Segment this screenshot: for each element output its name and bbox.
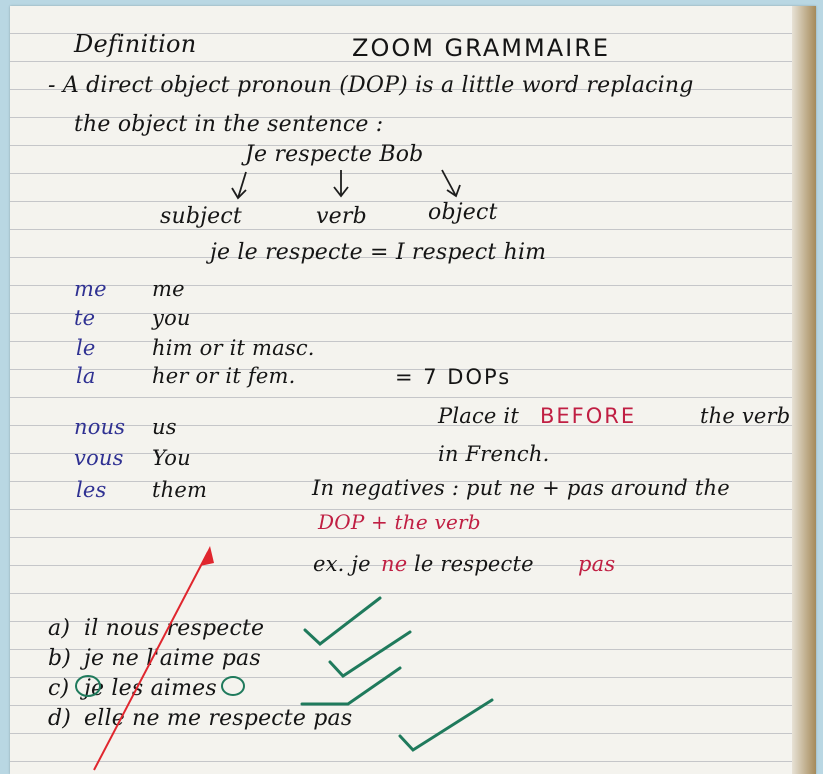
negative-rule: In negatives : put ne + pas around the [312,476,730,500]
page-title: ZOOM GRAMMAIRE [352,34,611,62]
negative-rule-red: DOP + the verb [318,510,481,534]
exercise-letter: c) [48,676,70,701]
pronoun-fr: vous [74,446,124,470]
example-ne: ne [381,552,408,576]
intro-line-2: the object in the sentence : [74,112,384,137]
exercise-answer: je ne l'aime pas [84,646,261,671]
pronoun-fr: la [76,364,96,388]
example-sentence: Je respecte Bob [245,142,424,167]
exercise-answer: je les aimes [84,676,217,701]
rule-verb: the verb [700,404,791,428]
pronoun-fr: le [76,336,96,360]
pronoun-en: You [152,446,191,470]
exercise-letter: b) [48,646,72,671]
pronoun-en: them [152,478,208,502]
pronoun-en: us [152,415,177,439]
pronoun-fr: te [74,306,96,330]
dop-count: = 7 DOPs [395,365,512,389]
exercise-answer: elle ne me respecte pas [84,706,353,731]
pronoun-en: him or it masc. [152,336,315,360]
pronoun-en: her or it fem. [152,364,296,388]
label-subject: subject [160,204,242,229]
intro-line-1: - A direct object pronoun (DOP) is a little word replacing [48,73,694,98]
example-le-respecte: le respecte [414,552,534,576]
label-verb: verb [316,204,367,229]
example-dop: je le respecte = I respect him [210,240,547,265]
pronoun-en: you [152,306,191,330]
example-prefix: ex. je [313,552,371,576]
exercise-letter: a) [48,616,71,641]
rule-in-french: in French. [438,442,550,466]
exercise-answer: il nous respecte [84,616,265,641]
pronoun-fr: nous [74,415,126,439]
pronoun-fr: me [74,277,107,301]
definition-heading: Definition [74,30,197,58]
example-pas: pas [578,552,616,576]
pronoun-en: me [152,277,185,301]
rule-before: BEFORE [540,404,637,428]
pronoun-fr: les [76,478,107,502]
label-object: object [428,200,498,225]
rule-place: Place it [438,404,519,428]
exercise-letter: d) [48,706,72,731]
